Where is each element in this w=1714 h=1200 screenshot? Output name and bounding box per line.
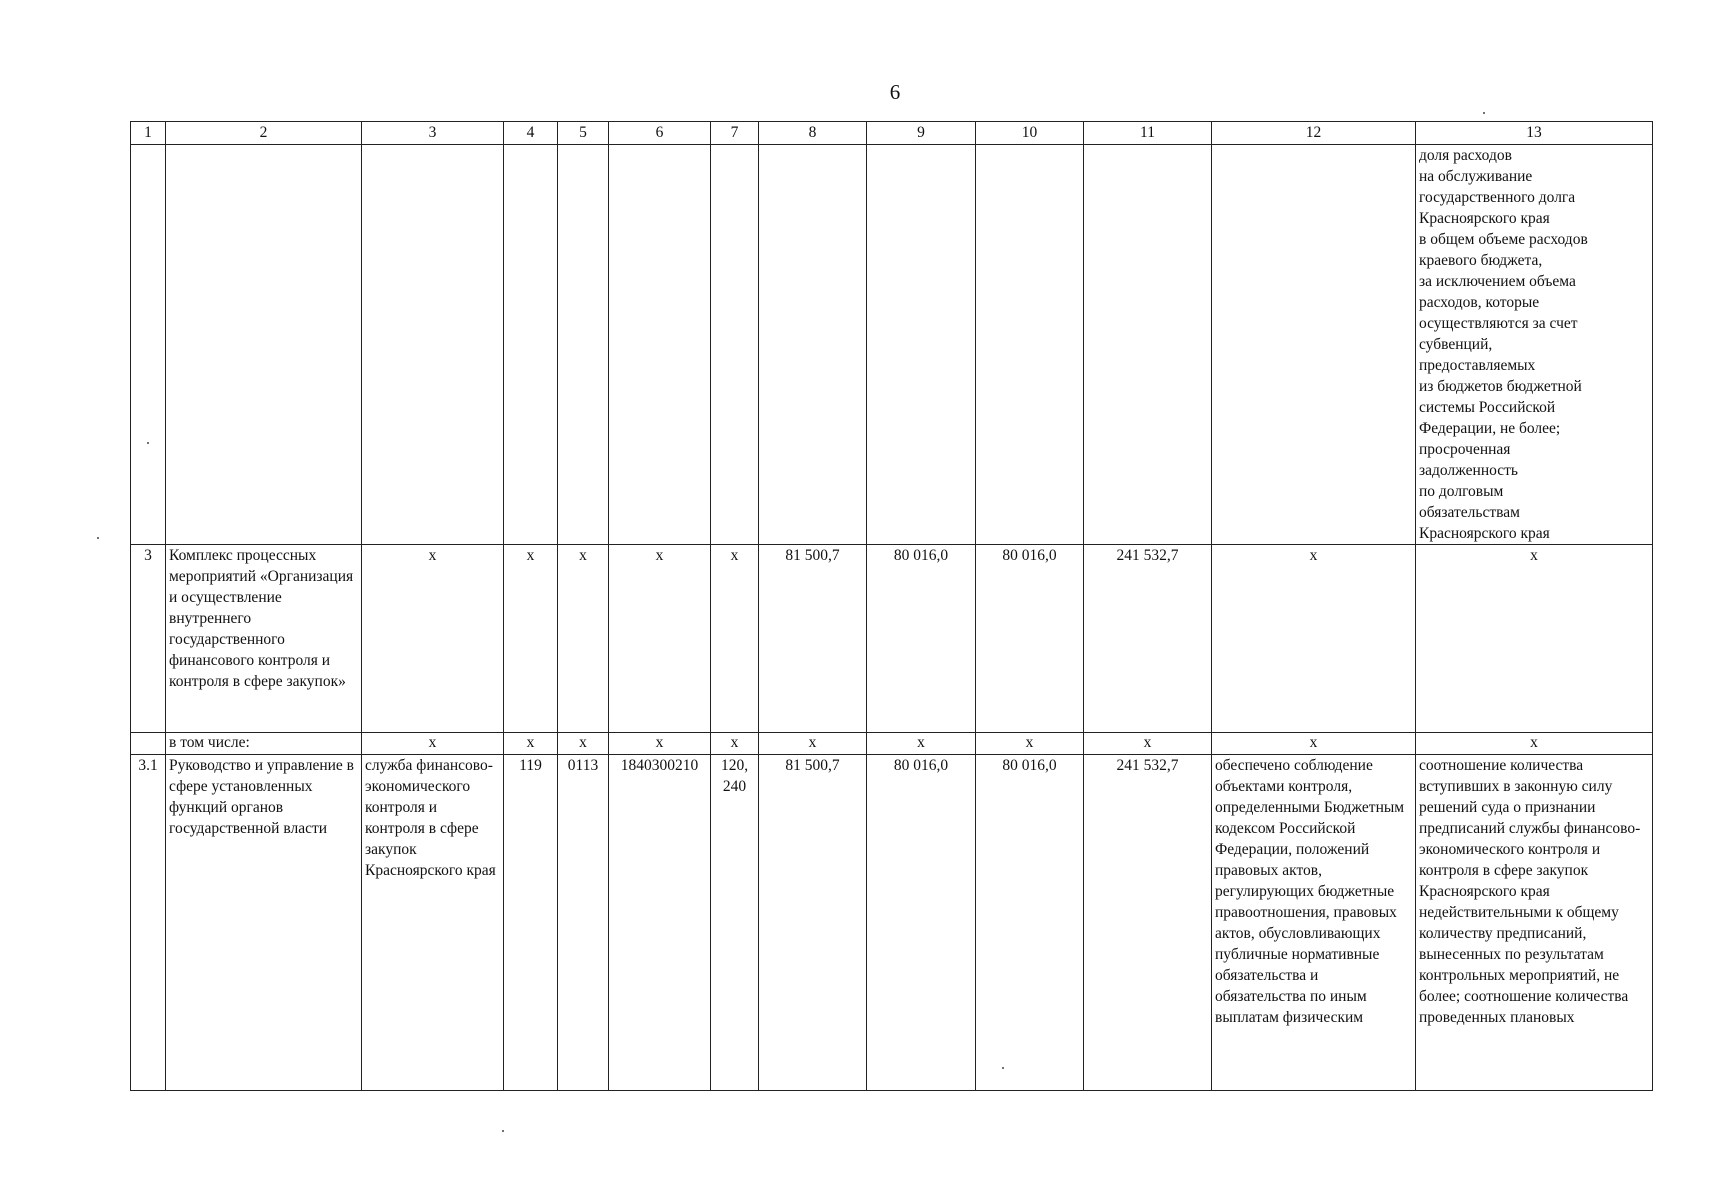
column-header-6: 6 xyxy=(609,122,711,145)
column-header-12: 12 xyxy=(1212,122,1416,145)
column-header-13: 13 xyxy=(1416,122,1653,145)
including-label: в том числе: xyxy=(166,733,362,755)
code-cell: 120, 240 xyxy=(711,755,759,1091)
activity-name-cell: Руководство и управление в сфере установленных функций органов государственной власти xyxy=(166,755,362,1091)
cell: x xyxy=(504,545,558,733)
amount-cell: 80 016,0 xyxy=(867,755,976,1091)
cell xyxy=(166,145,362,545)
column-header-2: 2 xyxy=(166,122,362,145)
cell xyxy=(976,145,1084,545)
cell: x xyxy=(558,733,609,755)
cell: x xyxy=(362,545,504,733)
cell xyxy=(131,733,166,755)
scan-speck xyxy=(97,537,99,539)
column-header-3: 3 xyxy=(362,122,504,145)
amount-total-cell: 241 532,7 xyxy=(1084,545,1212,733)
amount-cell: 80 016,0 xyxy=(976,755,1084,1091)
scan-speck xyxy=(502,1130,504,1132)
amount-cell: 81 500,7 xyxy=(759,545,867,733)
amount-cell: 80 016,0 xyxy=(976,545,1084,733)
budget-table xyxy=(130,121,1653,1091)
cell: x xyxy=(711,733,759,755)
cell xyxy=(1084,145,1212,545)
code-cell: 119 xyxy=(504,755,558,1091)
cell: x xyxy=(1416,545,1653,733)
cell: x xyxy=(759,733,867,755)
amount-cell: 81 500,7 xyxy=(759,755,867,1091)
cell xyxy=(362,145,504,545)
column-header-1: 1 xyxy=(131,122,166,145)
program-name-cell: Комплекс процессных мероприятий «Организация и осуществление внутреннего государственного финансового контроля и контроля в сфере закупок» xyxy=(166,545,362,733)
cell: x xyxy=(609,545,711,733)
scan-speck xyxy=(1002,1067,1004,1069)
cell: x xyxy=(1212,545,1416,733)
amount-cell: 80 016,0 xyxy=(867,545,976,733)
cell xyxy=(867,145,976,545)
cell: x xyxy=(609,733,711,755)
row-number: 3.1 xyxy=(131,755,166,1091)
column-number-row xyxy=(131,122,1653,145)
code-cell: 0113 xyxy=(558,755,609,1091)
cell xyxy=(131,145,166,545)
scan-speck xyxy=(1483,112,1485,114)
page-number: 6 xyxy=(889,80,901,104)
continuation-row xyxy=(131,145,1653,545)
column-header-4: 4 xyxy=(504,122,558,145)
result-text-cell: обеспечено соблюдение объектами контроля, определенными Бюджетным кодексом Российской Федерации, положений правовых актов, регулирующих бюджетные правоотношения, правовых актов, обусловливающих публичные нормативные обязательства и обязательства по иным выплатам физическим xyxy=(1212,755,1416,1091)
cell: x xyxy=(362,733,504,755)
cell xyxy=(609,145,711,545)
amount-total-cell: 241 532,7 xyxy=(1084,755,1212,1091)
column-header-5: 5 xyxy=(558,122,609,145)
cell: x xyxy=(558,545,609,733)
including-row xyxy=(131,733,1653,755)
column-header-11: 11 xyxy=(1084,122,1212,145)
cell xyxy=(558,145,609,545)
column-header-7: 7 xyxy=(711,122,759,145)
indicator-text-cell: доля расходов на обслуживание государственного долга Красноярского края в общем объеме расходов краевого бюджета, за исключением объема расходов, которые осуществляются за счет субвенций, предоставляемых из бюджетов бюджетной системы Российской Федерации, не более; просроченная задолженность по долговым обязательствам Красноярского края xyxy=(1416,145,1653,545)
cell: x xyxy=(1212,733,1416,755)
table-row-3 xyxy=(131,545,1653,733)
column-header-10: 10 xyxy=(976,122,1084,145)
indicator-text-cell: соотношение количества вступивших в законную силу решений суда о признании предписаний службы финансово-экономического контроля и контроля в сфере закупок Красноярского края недействительными к общему количеству предписаний, вынесенных по результатам контрольных мероприятий, не более; соотношение количества проведенных плановых xyxy=(1416,755,1653,1091)
row-number: 3 xyxy=(131,545,166,733)
column-header-9: 9 xyxy=(867,122,976,145)
cell xyxy=(504,145,558,545)
cell: x xyxy=(504,733,558,755)
cell: x xyxy=(711,545,759,733)
scan-speck xyxy=(147,442,149,444)
code-cell: 1840300210 xyxy=(609,755,711,1091)
cell xyxy=(759,145,867,545)
column-header-8: 8 xyxy=(759,122,867,145)
cell: x xyxy=(867,733,976,755)
cell: x xyxy=(976,733,1084,755)
table-row-3-1 xyxy=(131,755,1653,1091)
cell xyxy=(711,145,759,545)
cell: x xyxy=(1084,733,1212,755)
cell: x xyxy=(1416,733,1653,755)
cell xyxy=(1212,145,1416,545)
responsible-org-cell: служба финансово-экономического контроля и контроля в сфере закупок Красноярского края xyxy=(362,755,504,1091)
